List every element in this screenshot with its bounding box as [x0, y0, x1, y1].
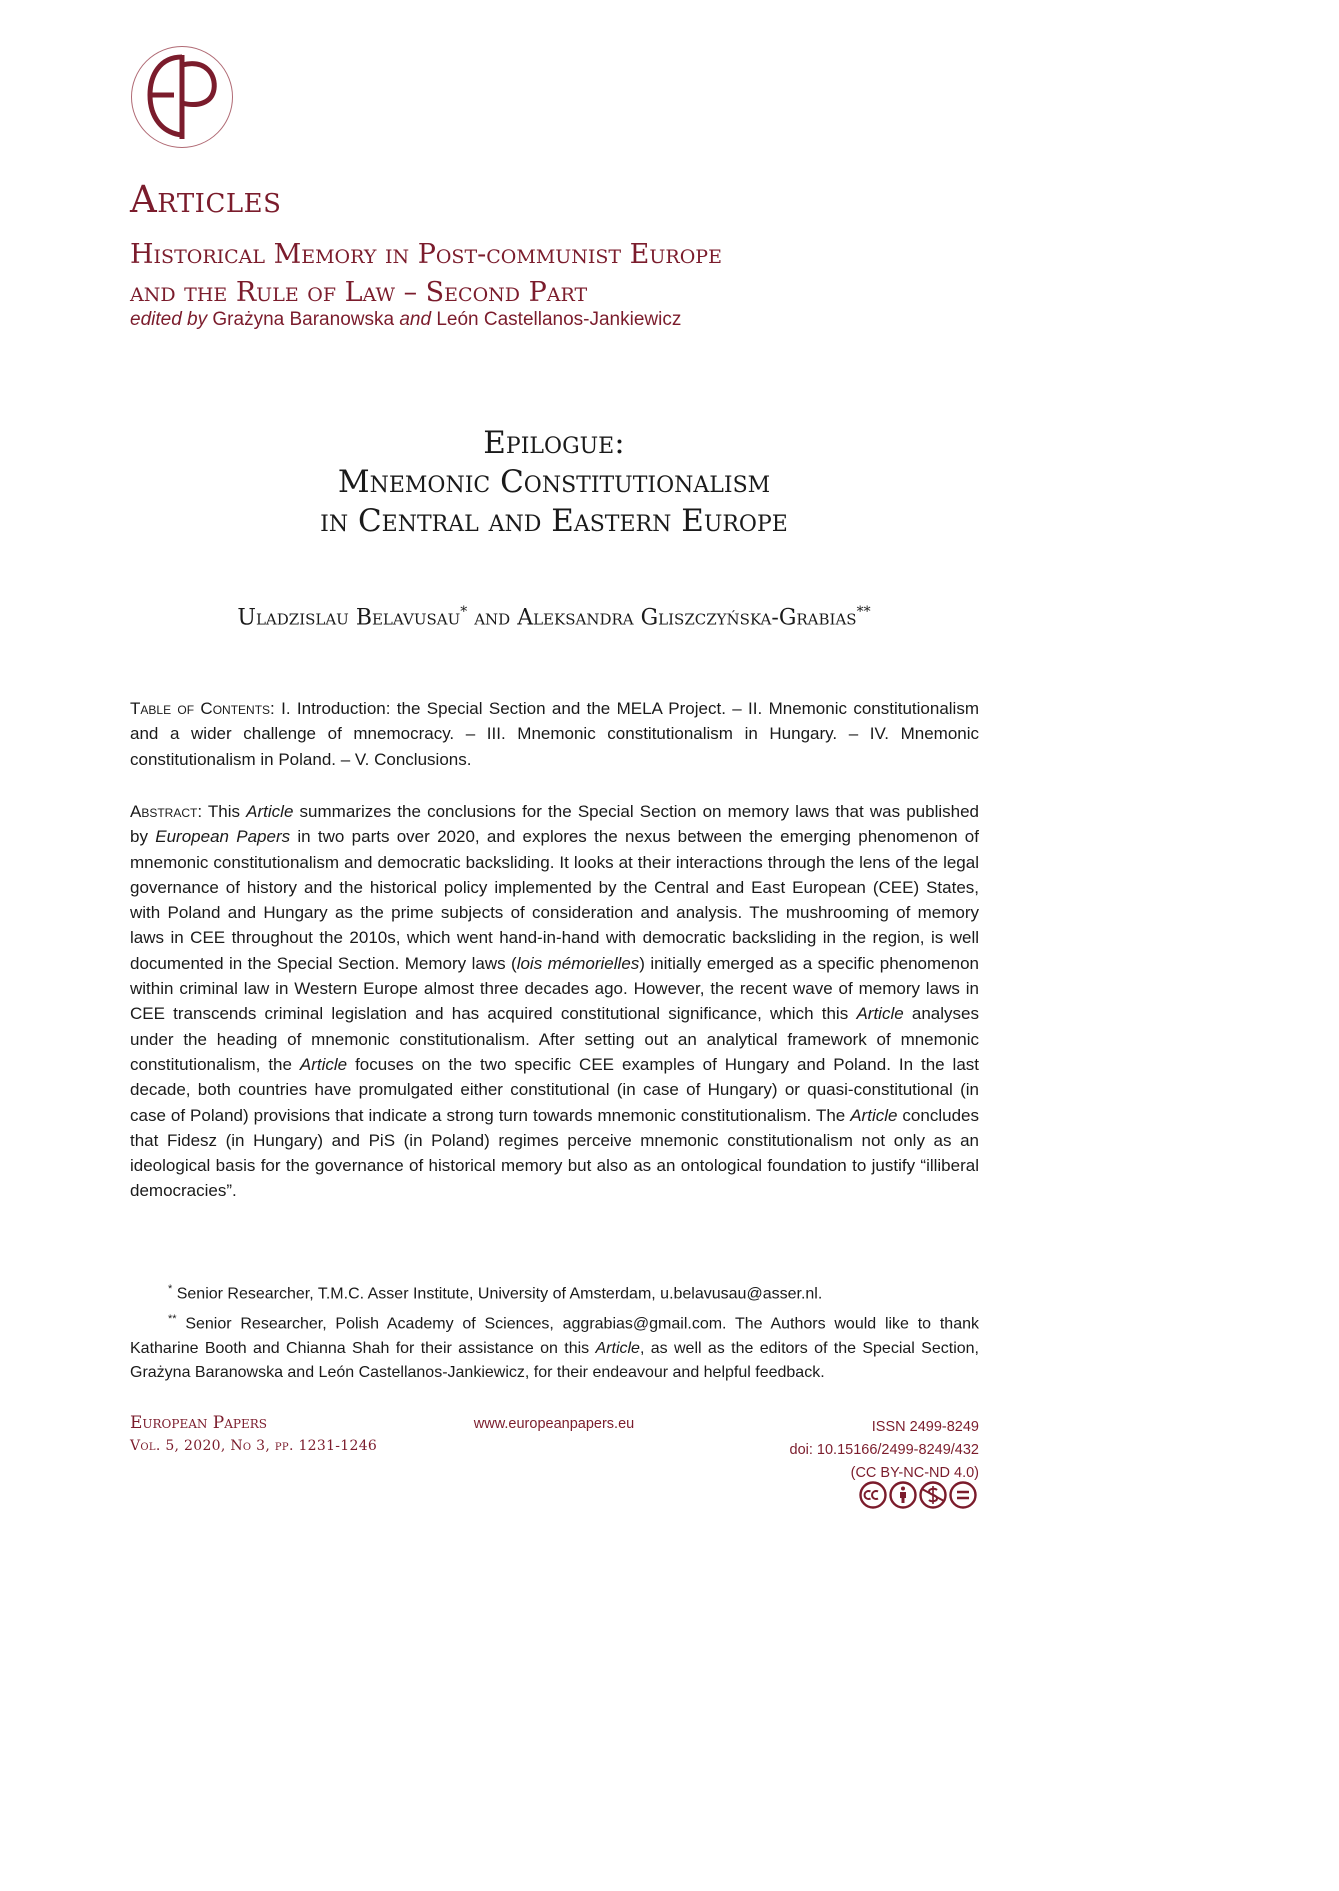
abstract-italic: European Papers — [155, 827, 291, 847]
abstract-italic: Article — [850, 1105, 898, 1125]
article-title-line: Epilogue: — [483, 425, 625, 461]
authors-line — [0, 604, 1108, 630]
footnote-marker: ** — [168, 1312, 177, 1325]
footnote-marker: * — [168, 1283, 173, 1295]
author-name: Uladzislau Belavusau — [237, 605, 461, 631]
footnote-text: Senior Researcher, Polish Academy of Sciences, aggrabias@gmail.com. The Authors would like to thank Katharine Booth and Chianna Shah for their assistance on this — [130, 1315, 979, 1357]
abstract-italic: lois mémorielles — [516, 953, 640, 973]
nd-icon — [951, 1483, 976, 1508]
article-title-line: in Central and Eastern Europe — [320, 503, 788, 539]
abstract-text: summarizes the conclusions for the Special Section on memory laws that was published by — [130, 802, 979, 847]
abstract-text: This — [207, 802, 247, 821]
ep-logo — [130, 45, 234, 149]
abstract-text: in two parts over 2020, and explores the nexus between the emerging phenomenon of mnemonic constitutionalism and democratic backsliding. It looks at their interactions through the lens of the legal governance of history and the historical policy implemented by the Central and East European (CEE) States, with Poland and Hungary as the prime subjects of consideration and analysis. The mushrooming of memory laws in CEE throughout the 2010s, which went hand-in-hand with democratic backsliding in the region, is well documented in the Special Section. Memory laws ( — [130, 827, 979, 973]
license: (CC BY-NC-ND 4.0) — [850, 1465, 979, 1481]
abstract-italic: Article — [856, 1004, 904, 1024]
toc-text: I. Introduction: the Special Section and the MELA Project. – II. Mnemonic constitutionalism and a wider challenge of mnemocracy. – III. Mnemonic constitutionalism in Hungary. – IV. Mnemonic constitutionalism in Poland. – V. Conclusions. — [130, 699, 979, 769]
edited-by-label: edited by — [130, 309, 208, 330]
table-of-contents: Table of Contents: I. Introduction: the Special Section and the MELA Project. – II. Mnemonic constitutionalism and a wider challenge of mnemocracy. – III. Mnemonic constitutionalism in Hungary. – IV. Mnemonic constitutionalism in Poland. – V. Conclusions. — [130, 699, 979, 769]
article-title-line: Mnemonic Constitutionalism — [337, 464, 771, 500]
footnote — [130, 1307, 979, 1386]
abstract-text: focuses on the two specific CEE examples of Hungary and Poland. In the last decade, both countries have promulgated either constitutional (in case of Hungary) or quasi-constitutional (in case of Poland) provisions that indicate a strong turn towards mnemonic constitutionalism. The — [130, 1054, 979, 1125]
toc-label: Table of Contents — [130, 699, 271, 718]
footnotes — [130, 1277, 979, 1386]
cc-license-badge[interactable] — [858, 1480, 979, 1510]
journal-url[interactable]: www.europeanpapers.eu — [473, 1416, 635, 1432]
special-section-title-line: Historical Memory in Post-communist Europe — [130, 239, 722, 270]
footnote-marker: * — [460, 604, 468, 620]
volume-info: Vol. 5, 2020, No 3, pp. 1231-1246 — [130, 1438, 378, 1454]
editors-line — [130, 309, 681, 331]
abstract-text: ) initially emerged as a specific phenomenon within criminal law in Western Europe almost three decades ago. However, the recent wave of memory laws in CEE transcends criminal legislation and has acquired constitutional significance, which this — [130, 953, 979, 1024]
abstract-italic: Article — [299, 1054, 348, 1074]
abstract: Abstract: This Article summarizes the conclusions for the Special Section on memory laws that was published by European Papers in two parts over 2020, and explores the nexus between the emerging phenomenon of mnemonic constitutionalism and democratic backsliding. It looks at their interactions through the lens of the legal governance of history and the historical policy implemented by the Central and East European (CEE) States, with Poland and Hungary as the prime subjects of consideration and analysis. The mushrooming of memory laws in CEE throughout the 2010s, which went hand-in-hand with democratic backsliding in the region, is well documented in the Special Section. Memory laws (lois mémorielles) initially emerged as a specific phenomenon within criminal law in Western Europe almost three decades ago. However, the recent wave of memory laws in CEE transcends criminal legislation and has acquired constitutional significance, which this Article analyses under the heading of mnemonic constitutionalism. After setting out an analytical framework of mnemonic constitutionalism, the Article focuses on the two specific CEE examples of Hungary and Poland. In the last decade, both countries have promulgated either constitutional (in case of Hungary) or quasi-constitutional (in case of Poland) provisions that indicate a strong turn towards mnemonic constitutionalism. The Article concludes that Fidesz (in Hungary) and PiS (in Poland) regimes perceive mnemonic constitutionalism not only as an ideological basis for the governance of historical memory but also as an ontological foundation to justify “illiberal democracies”. — [130, 802, 979, 1201]
and-label: and — [399, 309, 432, 330]
footnote-marker: ** — [856, 604, 871, 620]
special-section-title-line: and the Rule of Law – Second Part — [130, 277, 588, 308]
footnote-text: , as well as the editors of the Special Section, Grażyna Baranowska and León Castellanos-Jankiewicz, for their endeavour and helpful feedback. — [130, 1339, 979, 1382]
footnote-text: Senior Researcher, T.M.C. Asser Institute, University of Amsterdam, u.belavusau@asser.nl. — [172, 1285, 823, 1303]
abstract-text: analyses under the heading of mnemonic constitutionalism. After setting out an analytical framework of mnemonic constitutionalism, the — [130, 1004, 979, 1074]
section-title: Articles — [130, 178, 282, 221]
and-word: and — [474, 605, 511, 631]
footnote-italic: Article — [595, 1339, 640, 1357]
special-section-title — [130, 236, 722, 312]
abstract-label: Abstract — [130, 802, 198, 821]
by-icon — [891, 1483, 916, 1508]
issn: ISSN 2499-8249 — [871, 1419, 979, 1435]
editor-name: León Castellanos-Jankiewicz — [436, 309, 682, 330]
editor-name: Grażyna Baranowska — [212, 309, 395, 330]
journal-name: European Papers — [130, 1413, 267, 1433]
article-title — [0, 424, 1108, 541]
abstract-italic: Article — [246, 802, 294, 821]
author-name: Aleksandra Gliszczyńska-Grabias — [517, 605, 857, 631]
footnote — [130, 1277, 979, 1307]
doi[interactable]: doi: 10.15166/2499-8249/432 — [789, 1442, 979, 1458]
footer-identifiers — [790, 1416, 979, 1485]
nc-icon — [921, 1483, 946, 1508]
abstract-text: concludes that Fidesz (in Hungary) and PiS (in Poland) regimes perceive mnemonic constitutionalism not only as an ideological basis for the governance of historical memory but also as an ontological foundation to justify “illiberal democracies”. — [130, 1105, 979, 1201]
cc-icon — [861, 1483, 886, 1508]
